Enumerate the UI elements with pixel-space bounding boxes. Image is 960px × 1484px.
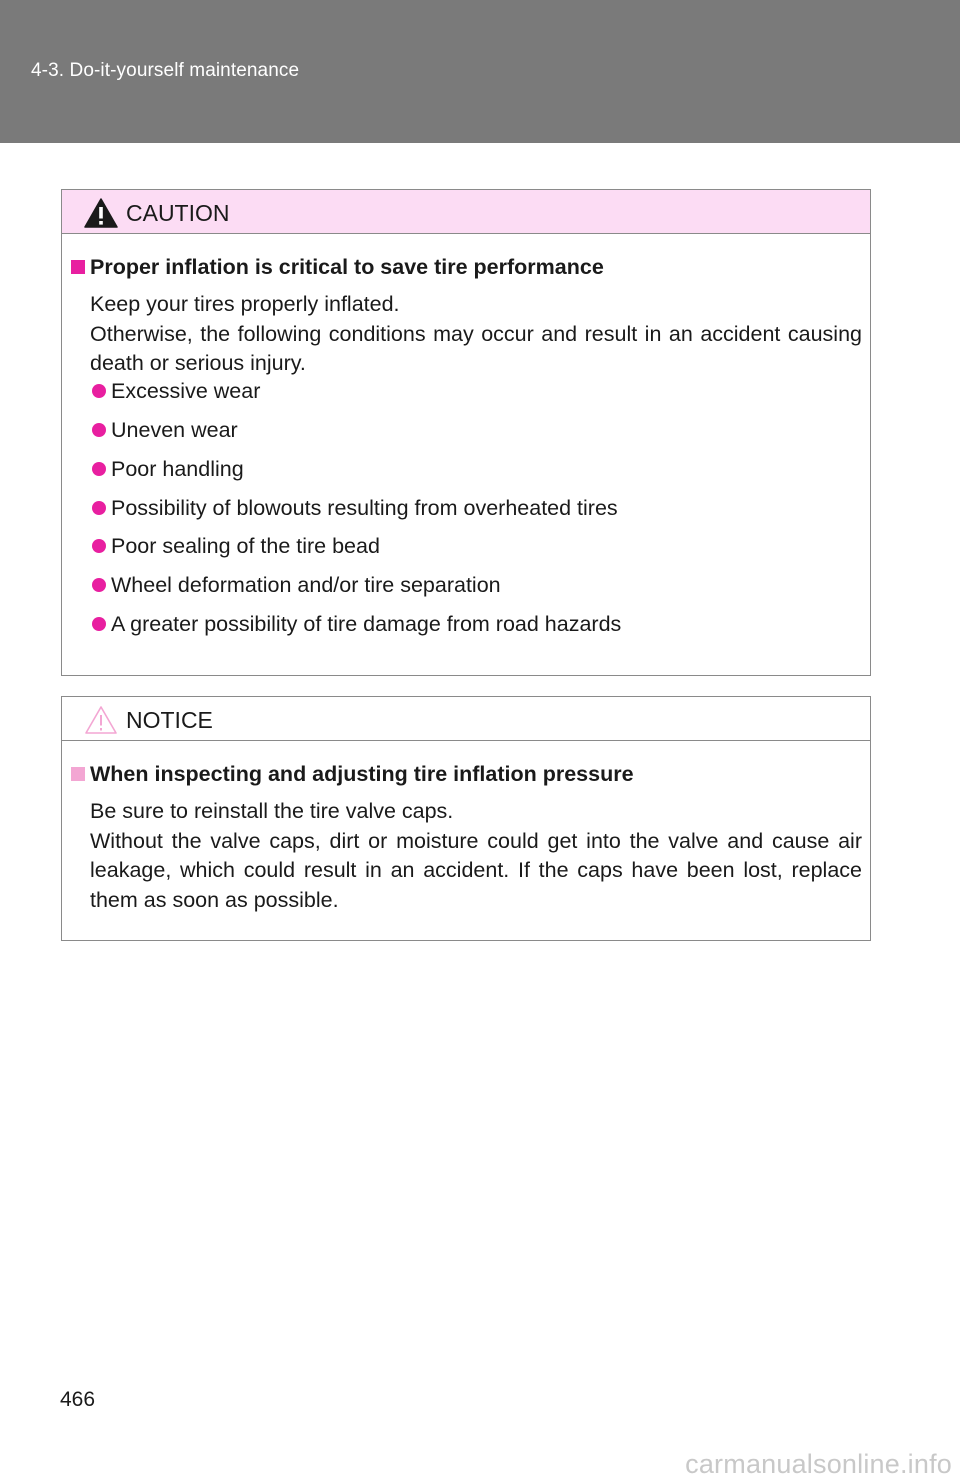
caution-intro-line2: Otherwise, the following conditions may occur and result in an accident causing death or serious injury. xyxy=(90,321,862,375)
warning-triangle-outline-icon xyxy=(84,705,118,735)
notice-title: NOTICE xyxy=(126,707,213,733)
caution-intro xyxy=(90,290,862,379)
watermark: carmanualsonline.info xyxy=(685,1449,952,1479)
notice-box xyxy=(61,696,871,941)
caution-heading-text: Proper inflation is critical to save tire performance xyxy=(90,255,604,279)
round-bullet-icon xyxy=(92,462,106,476)
round-bullet-icon xyxy=(92,578,106,592)
notice-line2: Without the valve caps, dirt or moisture could get into the valve and cause air leakage, which could result in an accident. If the caps have been lost, replace them as soon as possible. xyxy=(90,828,862,912)
page-number: 466 xyxy=(60,1388,96,1411)
list-item: Wheel deformation and/or tire separation xyxy=(92,573,501,598)
warning-triangle-icon xyxy=(84,198,118,228)
caution-heading xyxy=(71,255,604,280)
notice-heading-text: When inspecting and adjusting tire inflation pressure xyxy=(90,762,634,786)
section-title: 4-3. Do-it-yourself maintenance xyxy=(31,60,300,81)
square-bullet-icon xyxy=(71,767,85,781)
notice-header xyxy=(62,697,870,741)
square-bullet-icon xyxy=(71,260,85,274)
round-bullet-icon xyxy=(92,617,106,631)
round-bullet-icon xyxy=(92,539,106,553)
caution-header xyxy=(62,190,870,234)
list-item: Poor sealing of the tire bead xyxy=(92,534,380,559)
list-item: Poor handling xyxy=(92,457,244,482)
round-bullet-icon xyxy=(92,384,106,398)
round-bullet-icon xyxy=(92,423,106,437)
caution-intro-line1: Keep your tires properly inflated. xyxy=(90,292,400,316)
notice-heading xyxy=(71,762,634,787)
caution-box xyxy=(61,189,871,676)
list-item: A greater possibility of tire damage from road hazards xyxy=(92,612,621,637)
list-item: Uneven wear xyxy=(92,418,238,443)
notice-text xyxy=(90,797,862,915)
notice-line1: Be sure to reinstall the tire valve caps. xyxy=(90,799,454,823)
page-header xyxy=(0,0,960,143)
list-item: Excessive wear xyxy=(92,379,260,404)
caution-title: CAUTION xyxy=(126,200,230,226)
round-bullet-icon xyxy=(92,501,106,515)
list-item: Possibility of blowouts resulting from overheated tires xyxy=(92,496,618,521)
